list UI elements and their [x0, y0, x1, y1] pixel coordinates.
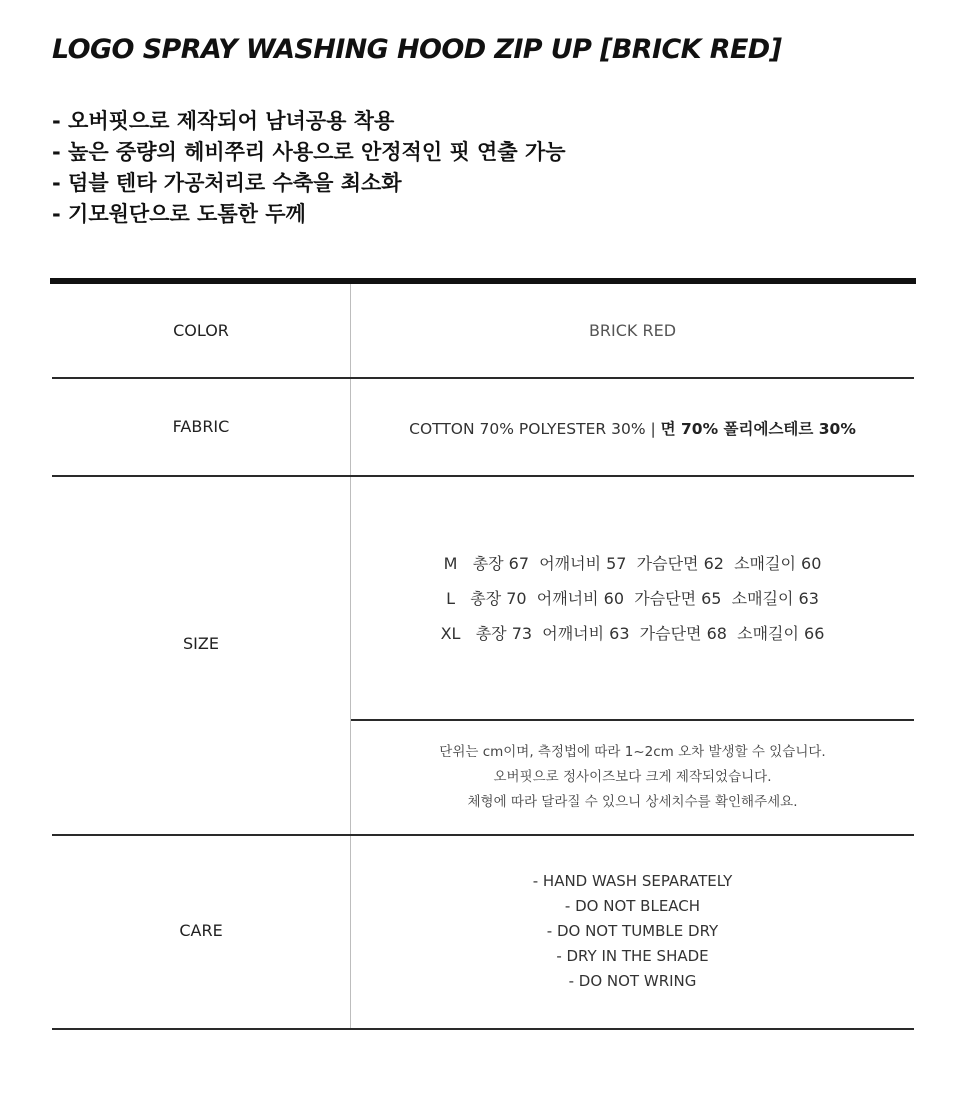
size-note-line: 오버핏으로 정사이즈보다 크게 제작되었습니다. [493, 769, 772, 785]
size-row-l: L 총장 70 어깨너비 60 가슴단면 65 소매길이 63 [446, 589, 819, 608]
fabric-value [351, 417, 914, 439]
care-item: - DO NOT BLEACH [564, 897, 701, 915]
feature-list [52, 106, 566, 230]
fabric-separator: | [650, 420, 656, 438]
care-item: - DRY IN THE SHADE [556, 947, 709, 965]
row-divider [52, 377, 914, 379]
size-note-divider [351, 719, 914, 721]
size-note-line: 체형에 따라 달라질 수 있으니 상세치수를 확인해주세요. [467, 794, 798, 810]
row-divider [52, 475, 914, 477]
table-bottom-rule [52, 1028, 914, 1030]
size-note-line: 단위는 cm이며, 측정법에 따라 1~2cm 오차 발생할 수 있습니다. [439, 744, 826, 760]
size-row-xl: XL 총장 73 어깨너비 63 가슴단면 68 소매길이 66 [440, 624, 825, 643]
table-top-rule [50, 278, 916, 284]
size-chart [351, 546, 914, 651]
color-label: COLOR [173, 321, 229, 340]
fabric-value-en: COTTON 70% POLYESTER 30% [409, 420, 646, 438]
care-item: - DO NOT TUMBLE DRY [546, 922, 719, 940]
spec-table [50, 278, 916, 1030]
feature-item: - 덤블 텐타 가공처리로 수축을 최소화 [52, 171, 402, 195]
size-row-m: M 총장 67 어깨너비 57 가슴단면 62 소매길이 60 [443, 554, 822, 573]
care-instructions [351, 869, 914, 994]
product-title: LOGO SPRAY WASHING HOOD ZIP UP [BRICK RED] [52, 34, 782, 65]
feature-item: - 높은 중량의 헤비쭈리 사용으로 안정적인 핏 연출 가능 [52, 140, 566, 164]
care-item: - HAND WASH SEPARATELY [532, 872, 733, 890]
feature-item: - 오버핏으로 제작되어 남녀공용 착용 [52, 109, 395, 133]
fabric-label: FABRIC [172, 417, 230, 436]
care-label: CARE [179, 921, 223, 940]
row-divider [52, 834, 914, 836]
feature-item: - 기모원단으로 도톰한 두께 [52, 202, 306, 226]
size-label: SIZE [183, 634, 219, 653]
color-value: BRICK RED [588, 321, 677, 340]
size-notes [351, 740, 914, 815]
fabric-value-kr: 면 70% 폴리에스테르 30% [660, 420, 856, 438]
care-item: - DO NOT WRING [568, 972, 697, 990]
